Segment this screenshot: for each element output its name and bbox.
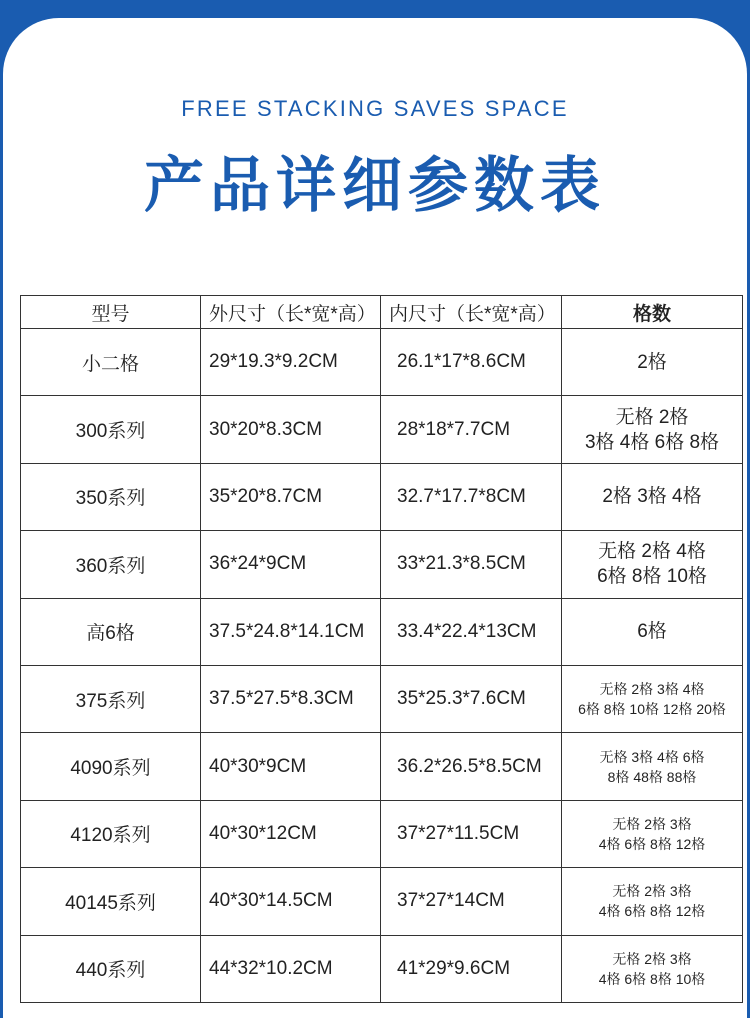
model-cell: 360系列 xyxy=(21,531,201,598)
table-row xyxy=(21,935,743,1002)
model-cell: 375系列 xyxy=(21,665,201,732)
table-row xyxy=(21,733,743,800)
inner-size-cell: 33*21.3*8.5CM xyxy=(381,531,562,598)
table-row xyxy=(21,396,743,463)
model-cell: 高6格 xyxy=(21,598,201,665)
table-row xyxy=(21,598,743,665)
grid-count-cell xyxy=(562,463,743,530)
table-row xyxy=(21,531,743,598)
model-cell: 4090系列 xyxy=(21,733,201,800)
model-cell: 300系列 xyxy=(21,396,201,463)
grid-count-line: 无格 2格 3格 4格 xyxy=(599,681,705,698)
inner-size-cell: 35*25.3*7.6CM xyxy=(381,665,562,732)
grid-count-cell xyxy=(562,935,743,1002)
grid-count-line: 8格 48格 88格 xyxy=(607,768,697,785)
grid-count-cell xyxy=(562,329,743,396)
subtitle: FREE STACKING SAVES SPACE xyxy=(181,96,569,121)
outer-size-cell: 37.5*27.5*8.3CM xyxy=(201,665,381,732)
outer-size-cell: 37.5*24.8*14.1CM xyxy=(201,598,381,665)
grid-count-line: 4格 6格 8格 12格 xyxy=(598,835,706,852)
model-cell: 40145系列 xyxy=(21,868,201,935)
model-cell: 350系列 xyxy=(21,463,201,530)
outer-size-cell: 35*20*8.7CM xyxy=(201,463,381,530)
grid-count-line: 4格 6格 8格 12格 xyxy=(598,903,706,920)
grid-count-line: 6格 8格 10格 12格 20格 xyxy=(578,701,726,718)
table-row xyxy=(21,329,743,396)
table-body xyxy=(21,329,743,1003)
grid-count-cell xyxy=(562,868,743,935)
grid-count-cell xyxy=(562,531,743,598)
table-row xyxy=(21,868,743,935)
inner-size-cell: 33.4*22.4*13CM xyxy=(381,598,562,665)
header-grid-count: 格数 xyxy=(562,296,743,329)
grid-count-cell xyxy=(562,800,743,867)
outer-size-cell: 29*19.3*9.2CM xyxy=(201,329,381,396)
header-outer-size: 外尺寸（长*宽*高） xyxy=(201,296,381,329)
grid-count-line: 无格 2格 3格 xyxy=(612,815,692,832)
outer-size-cell: 44*32*10.2CM xyxy=(201,935,381,1002)
header-inner-size: 内尺寸（长*宽*高） xyxy=(381,296,562,329)
inner-size-cell: 37*27*11.5CM xyxy=(381,800,562,867)
model-cell: 440系列 xyxy=(21,935,201,1002)
inner-size-cell: 26.1*17*8.6CM xyxy=(381,329,562,396)
page-title: 产品详细参数表 xyxy=(144,151,606,221)
grid-count-cell xyxy=(562,733,743,800)
parameter-table xyxy=(20,295,743,1003)
model-cell: 小二格 xyxy=(21,329,201,396)
model-cell: 4120系列 xyxy=(21,800,201,867)
grid-count-line: 无格 2格 3格 xyxy=(612,883,692,900)
outer-size-cell: 40*30*9CM xyxy=(201,733,381,800)
grid-count-line: 无格 3格 4格 6格 xyxy=(599,748,705,765)
inner-size-cell: 32.7*17.7*8CM xyxy=(381,463,562,530)
inner-size-cell: 28*18*7.7CM xyxy=(381,396,562,463)
table-header-row xyxy=(21,296,743,329)
outer-size-cell: 36*24*9CM xyxy=(201,531,381,598)
grid-count-line: 无格 2格 xyxy=(615,406,689,428)
grid-count-cell xyxy=(562,665,743,732)
table-row xyxy=(21,800,743,867)
grid-count-line: 无格 2格 3格 xyxy=(612,950,692,967)
grid-count-line: 3格 4格 6格 8格 xyxy=(584,431,720,453)
grid-count-line: 2格 xyxy=(637,351,667,373)
grid-count-line: 6格 8格 10格 xyxy=(597,566,707,588)
inner-size-cell: 36.2*26.5*8.5CM xyxy=(381,733,562,800)
grid-count-cell xyxy=(562,396,743,463)
inner-size-cell: 41*29*9.6CM xyxy=(381,935,562,1002)
outer-size-cell: 30*20*8.3CM xyxy=(201,396,381,463)
grid-count-line: 无格 2格 4格 xyxy=(598,541,706,563)
inner-size-cell: 37*27*14CM xyxy=(381,868,562,935)
grid-count-line: 4格 6格 8格 10格 xyxy=(598,970,706,987)
table-row xyxy=(21,665,743,732)
outer-size-cell: 40*30*12CM xyxy=(201,800,381,867)
grid-count-cell xyxy=(562,598,743,665)
grid-count-line: 6格 xyxy=(637,621,667,643)
grid-count-line: 2格 3格 4格 xyxy=(602,486,702,508)
header-model: 型号 xyxy=(21,296,201,329)
table-row xyxy=(21,463,743,530)
outer-size-cell: 40*30*14.5CM xyxy=(201,868,381,935)
